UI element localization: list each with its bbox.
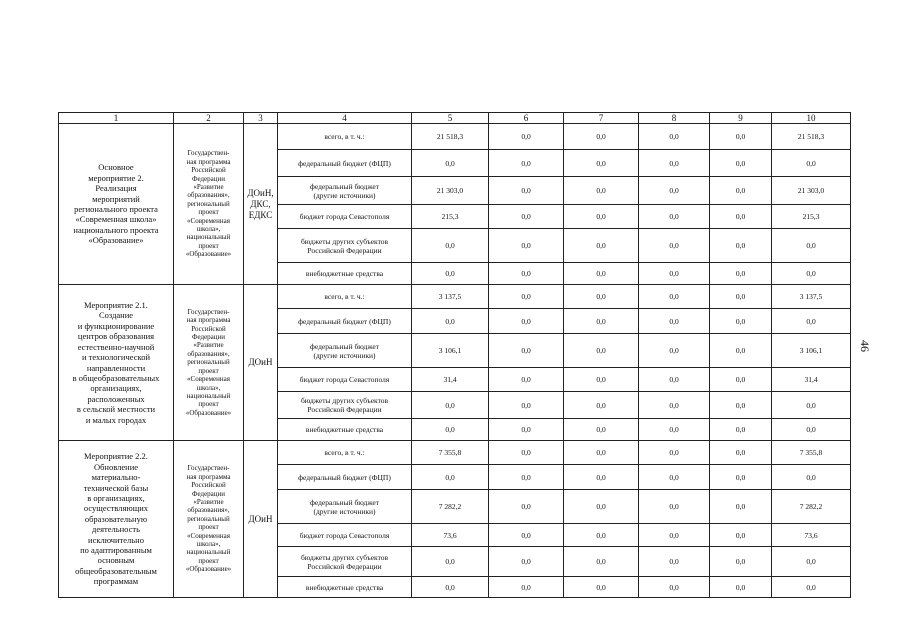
column-number: 2 [174, 113, 244, 124]
amount-cell: 0,0 [639, 368, 710, 392]
budget-table [58, 112, 851, 598]
amount-cell: 0,0 [639, 441, 710, 465]
amount-cell: 0,0 [710, 490, 772, 524]
amount-cell: 0,0 [772, 547, 851, 577]
program-cell: Государствен- ная программа Российской Федерации «Развитие образования», региональный проект «Современная школа», национальный проект «Образование» [174, 441, 244, 598]
amount-cell: 73,6 [772, 524, 851, 547]
amount-cell: 0,0 [412, 392, 489, 419]
amount-cell: 21 518,3 [772, 124, 851, 150]
amount-cell: 0,0 [412, 229, 489, 263]
amount-cell: 0,0 [772, 465, 851, 490]
executor-cell: ДОиН, ДКС, ЕДКС [244, 124, 278, 285]
amount-cell: 0,0 [564, 465, 639, 490]
amount-cell: 0,0 [564, 229, 639, 263]
amount-cell: 0,0 [710, 577, 772, 598]
funding-source-cell: федеральный бюджет (ФЦП) [278, 465, 412, 490]
amount-cell: 3 106,1 [772, 334, 851, 368]
funding-source-cell: федеральный бюджет (другие источники) [278, 177, 412, 205]
amount-cell: 0,0 [710, 263, 772, 285]
amount-cell: 0,0 [639, 524, 710, 547]
table-row [59, 285, 851, 309]
amount-cell: 0,0 [710, 419, 772, 441]
amount-cell: 31,4 [412, 368, 489, 392]
amount-cell: 0,0 [639, 285, 710, 309]
amount-cell: 0,0 [412, 419, 489, 441]
amount-cell: 0,0 [564, 309, 639, 334]
amount-cell: 0,0 [710, 392, 772, 419]
amount-cell: 0,0 [564, 368, 639, 392]
amount-cell: 0,0 [710, 285, 772, 309]
executor-cell: ДОиН [244, 285, 278, 441]
funding-source-cell: бюджет города Севастополя [278, 205, 412, 229]
funding-source-cell: федеральный бюджет (ФЦП) [278, 309, 412, 334]
amount-cell: 0,0 [564, 124, 639, 150]
amount-cell: 0,0 [489, 524, 564, 547]
amount-cell: 0,0 [489, 490, 564, 524]
amount-cell: 0,0 [489, 263, 564, 285]
amount-cell: 7 355,8 [772, 441, 851, 465]
amount-cell: 3 137,5 [772, 285, 851, 309]
amount-cell: 0,0 [489, 334, 564, 368]
amount-cell: 0,0 [489, 419, 564, 441]
amount-cell: 0,0 [564, 547, 639, 577]
amount-cell: 0,0 [710, 124, 772, 150]
column-number: 9 [710, 113, 772, 124]
amount-cell: 0,0 [639, 392, 710, 419]
amount-cell: 0,0 [412, 465, 489, 490]
amount-cell: 0,0 [489, 309, 564, 334]
amount-cell: 0,0 [710, 368, 772, 392]
amount-cell: 0,0 [710, 524, 772, 547]
table-row [59, 441, 851, 465]
amount-cell: 0,0 [639, 263, 710, 285]
amount-cell: 0,0 [489, 285, 564, 309]
column-number: 1 [59, 113, 174, 124]
amount-cell: 0,0 [639, 309, 710, 334]
amount-cell: 0,0 [564, 263, 639, 285]
amount-cell: 0,0 [639, 547, 710, 577]
amount-cell: 0,0 [639, 334, 710, 368]
amount-cell: 0,0 [710, 150, 772, 177]
amount-cell: 0,0 [564, 419, 639, 441]
funding-source-cell: федеральный бюджет (другие источники) [278, 334, 412, 368]
amount-cell: 215,3 [412, 205, 489, 229]
amount-cell: 0,0 [639, 150, 710, 177]
funding-source-cell: федеральный бюджет (ФЦП) [278, 150, 412, 177]
amount-cell: 0,0 [489, 392, 564, 419]
amount-cell: 0,0 [489, 547, 564, 577]
program-cell: Государствен- ная программа Российской Федерации «Развитие образования», региональный проект «Современная школа», национальный проект «Образование» [174, 285, 244, 441]
amount-cell: 0,0 [412, 150, 489, 177]
amount-cell: 0,0 [639, 177, 710, 205]
funding-source-cell: внебюджетные средства [278, 577, 412, 598]
funding-source-cell: внебюджетные средства [278, 419, 412, 441]
amount-cell: 0,0 [564, 334, 639, 368]
amount-cell: 0,0 [564, 524, 639, 547]
amount-cell: 0,0 [489, 577, 564, 598]
column-number: 7 [564, 113, 639, 124]
amount-cell: 0,0 [489, 368, 564, 392]
amount-cell: 0,0 [710, 229, 772, 263]
page-number: 46 [858, 340, 872, 352]
activity-cell: Основное мероприятие 2. Реализация мероприятий регионального проекта «Современная школа» национального проекта «Образование» [59, 124, 174, 285]
column-number: 6 [489, 113, 564, 124]
amount-cell: 0,0 [412, 263, 489, 285]
amount-cell: 0,0 [772, 392, 851, 419]
funding-source-cell: всего, в т. ч.: [278, 441, 412, 465]
amount-cell: 0,0 [564, 490, 639, 524]
amount-cell: 0,0 [710, 465, 772, 490]
activity-cell: Мероприятие 2.1. Создание и функционирование центров образования естественно-научной и технологической направленности в общеобразовательных организациях, расположенных в сельской местности и малых городах [59, 285, 174, 441]
amount-cell: 0,0 [564, 205, 639, 229]
funding-source-cell: бюджет города Севастополя [278, 524, 412, 547]
amount-cell: 0,0 [564, 392, 639, 419]
amount-cell: 0,0 [639, 465, 710, 490]
column-number: 8 [639, 113, 710, 124]
funding-source-cell: бюджеты других субъектов Российской Федерации [278, 229, 412, 263]
activity-cell: Мероприятие 2.2. Обновление материально- технической базы в организациях, осуществляющих образовательную деятельность исключительно по адаптированным основным общеобразовательным программам [59, 441, 174, 598]
amount-cell: 0,0 [564, 150, 639, 177]
amount-cell: 0,0 [772, 309, 851, 334]
funding-source-cell: федеральный бюджет (другие источники) [278, 490, 412, 524]
amount-cell: 0,0 [772, 229, 851, 263]
amount-cell: 0,0 [710, 205, 772, 229]
amount-cell: 0,0 [564, 441, 639, 465]
funding-source-cell: всего, в т. ч.: [278, 285, 412, 309]
amount-cell: 0,0 [489, 205, 564, 229]
funding-source-cell: внебюджетные средства [278, 263, 412, 285]
column-number: 4 [278, 113, 412, 124]
amount-cell: 0,0 [489, 229, 564, 263]
amount-cell: 21 518,3 [412, 124, 489, 150]
executor-cell: ДОиН [244, 441, 278, 598]
amount-cell: 0,0 [639, 490, 710, 524]
amount-cell: 0,0 [710, 177, 772, 205]
amount-cell: 0,0 [772, 419, 851, 441]
column-number-row [59, 113, 851, 124]
funding-source-cell: бюджеты других субъектов Российской Федерации [278, 547, 412, 577]
amount-cell: 0,0 [412, 309, 489, 334]
funding-source-cell: бюджеты других субъектов Российской Федерации [278, 392, 412, 419]
funding-source-cell: бюджет города Севастополя [278, 368, 412, 392]
amount-cell: 3 106,1 [412, 334, 489, 368]
amount-cell: 21 303,0 [412, 177, 489, 205]
amount-cell: 0,0 [489, 441, 564, 465]
table-body [59, 124, 851, 598]
amount-cell: 0,0 [412, 577, 489, 598]
amount-cell: 0,0 [710, 309, 772, 334]
amount-cell: 0,0 [489, 465, 564, 490]
amount-cell: 0,0 [710, 334, 772, 368]
column-number: 10 [772, 113, 851, 124]
amount-cell: 0,0 [639, 577, 710, 598]
program-cell: Государствен- ная программа Российской Федерации «Развитие образования», региональный проект «Современная школа», национальный проект «Образование» [174, 124, 244, 285]
amount-cell: 0,0 [489, 150, 564, 177]
column-number: 5 [412, 113, 489, 124]
amount-cell: 0,0 [710, 547, 772, 577]
amount-cell: 7 355,8 [412, 441, 489, 465]
amount-cell: 21 303,0 [772, 177, 851, 205]
amount-cell: 0,0 [710, 441, 772, 465]
amount-cell: 0,0 [639, 124, 710, 150]
amount-cell: 0,0 [772, 263, 851, 285]
amount-cell: 0,0 [772, 577, 851, 598]
table-row [59, 124, 851, 150]
amount-cell: 7 282,2 [412, 490, 489, 524]
amount-cell: 215,3 [772, 205, 851, 229]
amount-cell: 3 137,5 [412, 285, 489, 309]
amount-cell: 0,0 [639, 205, 710, 229]
amount-cell: 7 282,2 [772, 490, 851, 524]
amount-cell: 0,0 [772, 150, 851, 177]
amount-cell: 0,0 [564, 177, 639, 205]
amount-cell: 0,0 [564, 577, 639, 598]
amount-cell: 0,0 [489, 177, 564, 205]
column-number: 3 [244, 113, 278, 124]
amount-cell: 0,0 [639, 229, 710, 263]
amount-cell: 0,0 [412, 547, 489, 577]
amount-cell: 31,4 [772, 368, 851, 392]
amount-cell: 0,0 [489, 124, 564, 150]
amount-cell: 0,0 [639, 419, 710, 441]
funding-source-cell: всего, в т. ч.: [278, 124, 412, 150]
amount-cell: 0,0 [564, 285, 639, 309]
amount-cell: 73,6 [412, 524, 489, 547]
